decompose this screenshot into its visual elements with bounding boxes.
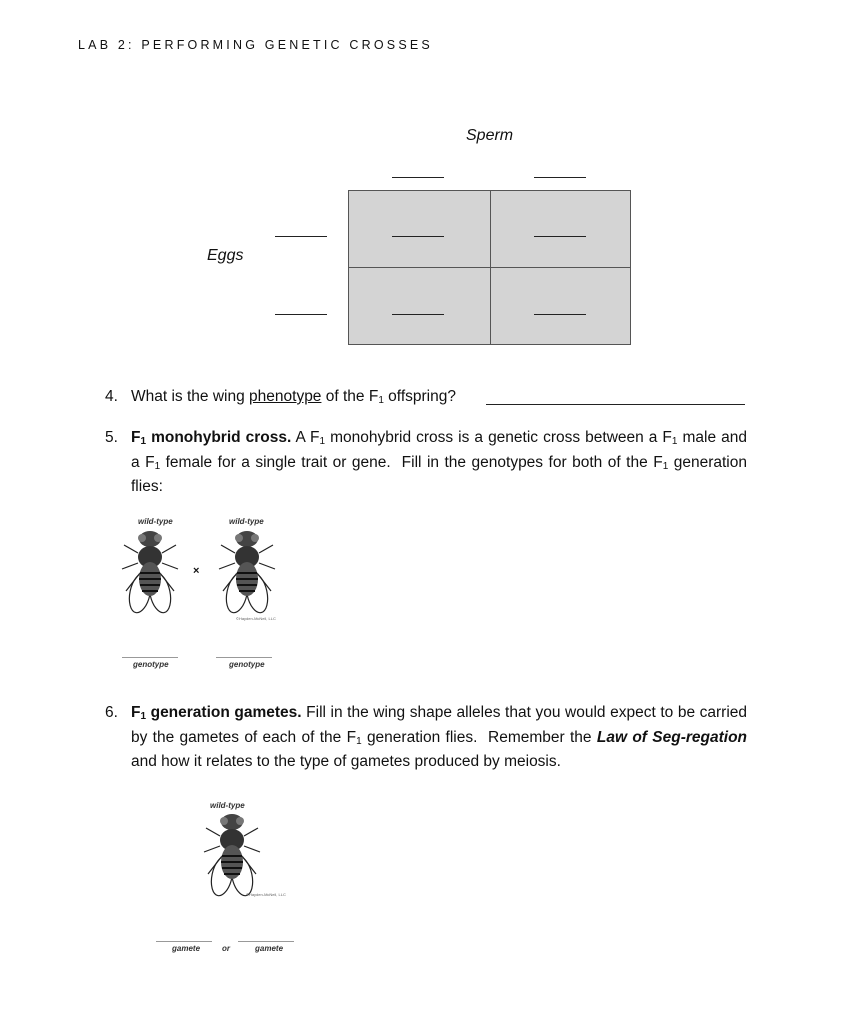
question-6-text: $F_1$ generation gametes. Fill in the wing shape alleles that you would expect to be carried by the gametes of each of the $F_1$ generation flies. Remember the Law of Seg-regation and how it relates to the type of gametes produced by meiosis.: [131, 704, 748, 770]
question-6-number: 6.: [105, 704, 118, 721]
gamete-blank-right[interactable]: [238, 941, 294, 942]
fly-left-icon: [118, 525, 182, 615]
fly-right-label: wild-type: [229, 517, 264, 526]
question-4-text: What is the wing phenotype of the $F_1$ offspring?: [131, 388, 456, 406]
question-4-answer-blank[interactable]: [486, 404, 745, 405]
page-header: LAB 2: PERFORMING GENETIC CROSSES: [78, 38, 433, 52]
punnett-cell-blank-2[interactable]: [534, 236, 586, 237]
sperm-label: Sperm: [466, 127, 514, 144]
cross-symbol: ×: [193, 565, 200, 577]
fly-q6-icon: [200, 808, 264, 898]
punnett-cell-blank-1[interactable]: [392, 236, 444, 237]
fly-q6-label: wild-type: [210, 801, 245, 810]
question-4-number: 4.: [105, 388, 118, 405]
punnett-square: [348, 190, 631, 345]
question-5-number: 5.: [105, 429, 118, 446]
gamete-caption-left: gamete: [172, 944, 201, 953]
gamete-caption-right: gamete: [255, 944, 284, 953]
fly-left-label: wild-type: [138, 517, 173, 526]
sperm-allele-blank-1[interactable]: [392, 177, 444, 178]
genotype-blank-right[interactable]: [216, 657, 272, 658]
gamete-blank-left[interactable]: [156, 941, 212, 942]
punnett-cell-blank-4[interactable]: [534, 314, 586, 315]
eggs-label: Eggs: [207, 247, 244, 264]
egg-allele-blank-1[interactable]: [275, 236, 327, 237]
genotype-caption-right: genotype: [229, 660, 265, 669]
fly-right-icon: [215, 525, 279, 615]
copyright-q6: ©Hayden-McNeil, LLC: [246, 892, 286, 897]
question-5-text: $F_1$ monohybrid cross. A $F_1$ monohybrid cross is a genetic cross between a $F_1$ male and a $F_1$ female for a single trait or gene. Fill in the genotypes for both of the $F_1$ generation flies:: [131, 429, 747, 495]
egg-allele-blank-2[interactable]: [275, 314, 327, 315]
copyright-q5: ©Hayden-McNeil, LLC: [236, 616, 276, 621]
genotype-caption-left: genotype: [133, 660, 169, 669]
or-label: or: [222, 944, 230, 953]
sperm-allele-blank-2[interactable]: [534, 177, 586, 178]
punnett-cell-blank-3[interactable]: [392, 314, 444, 315]
genotype-blank-left[interactable]: [122, 657, 178, 658]
